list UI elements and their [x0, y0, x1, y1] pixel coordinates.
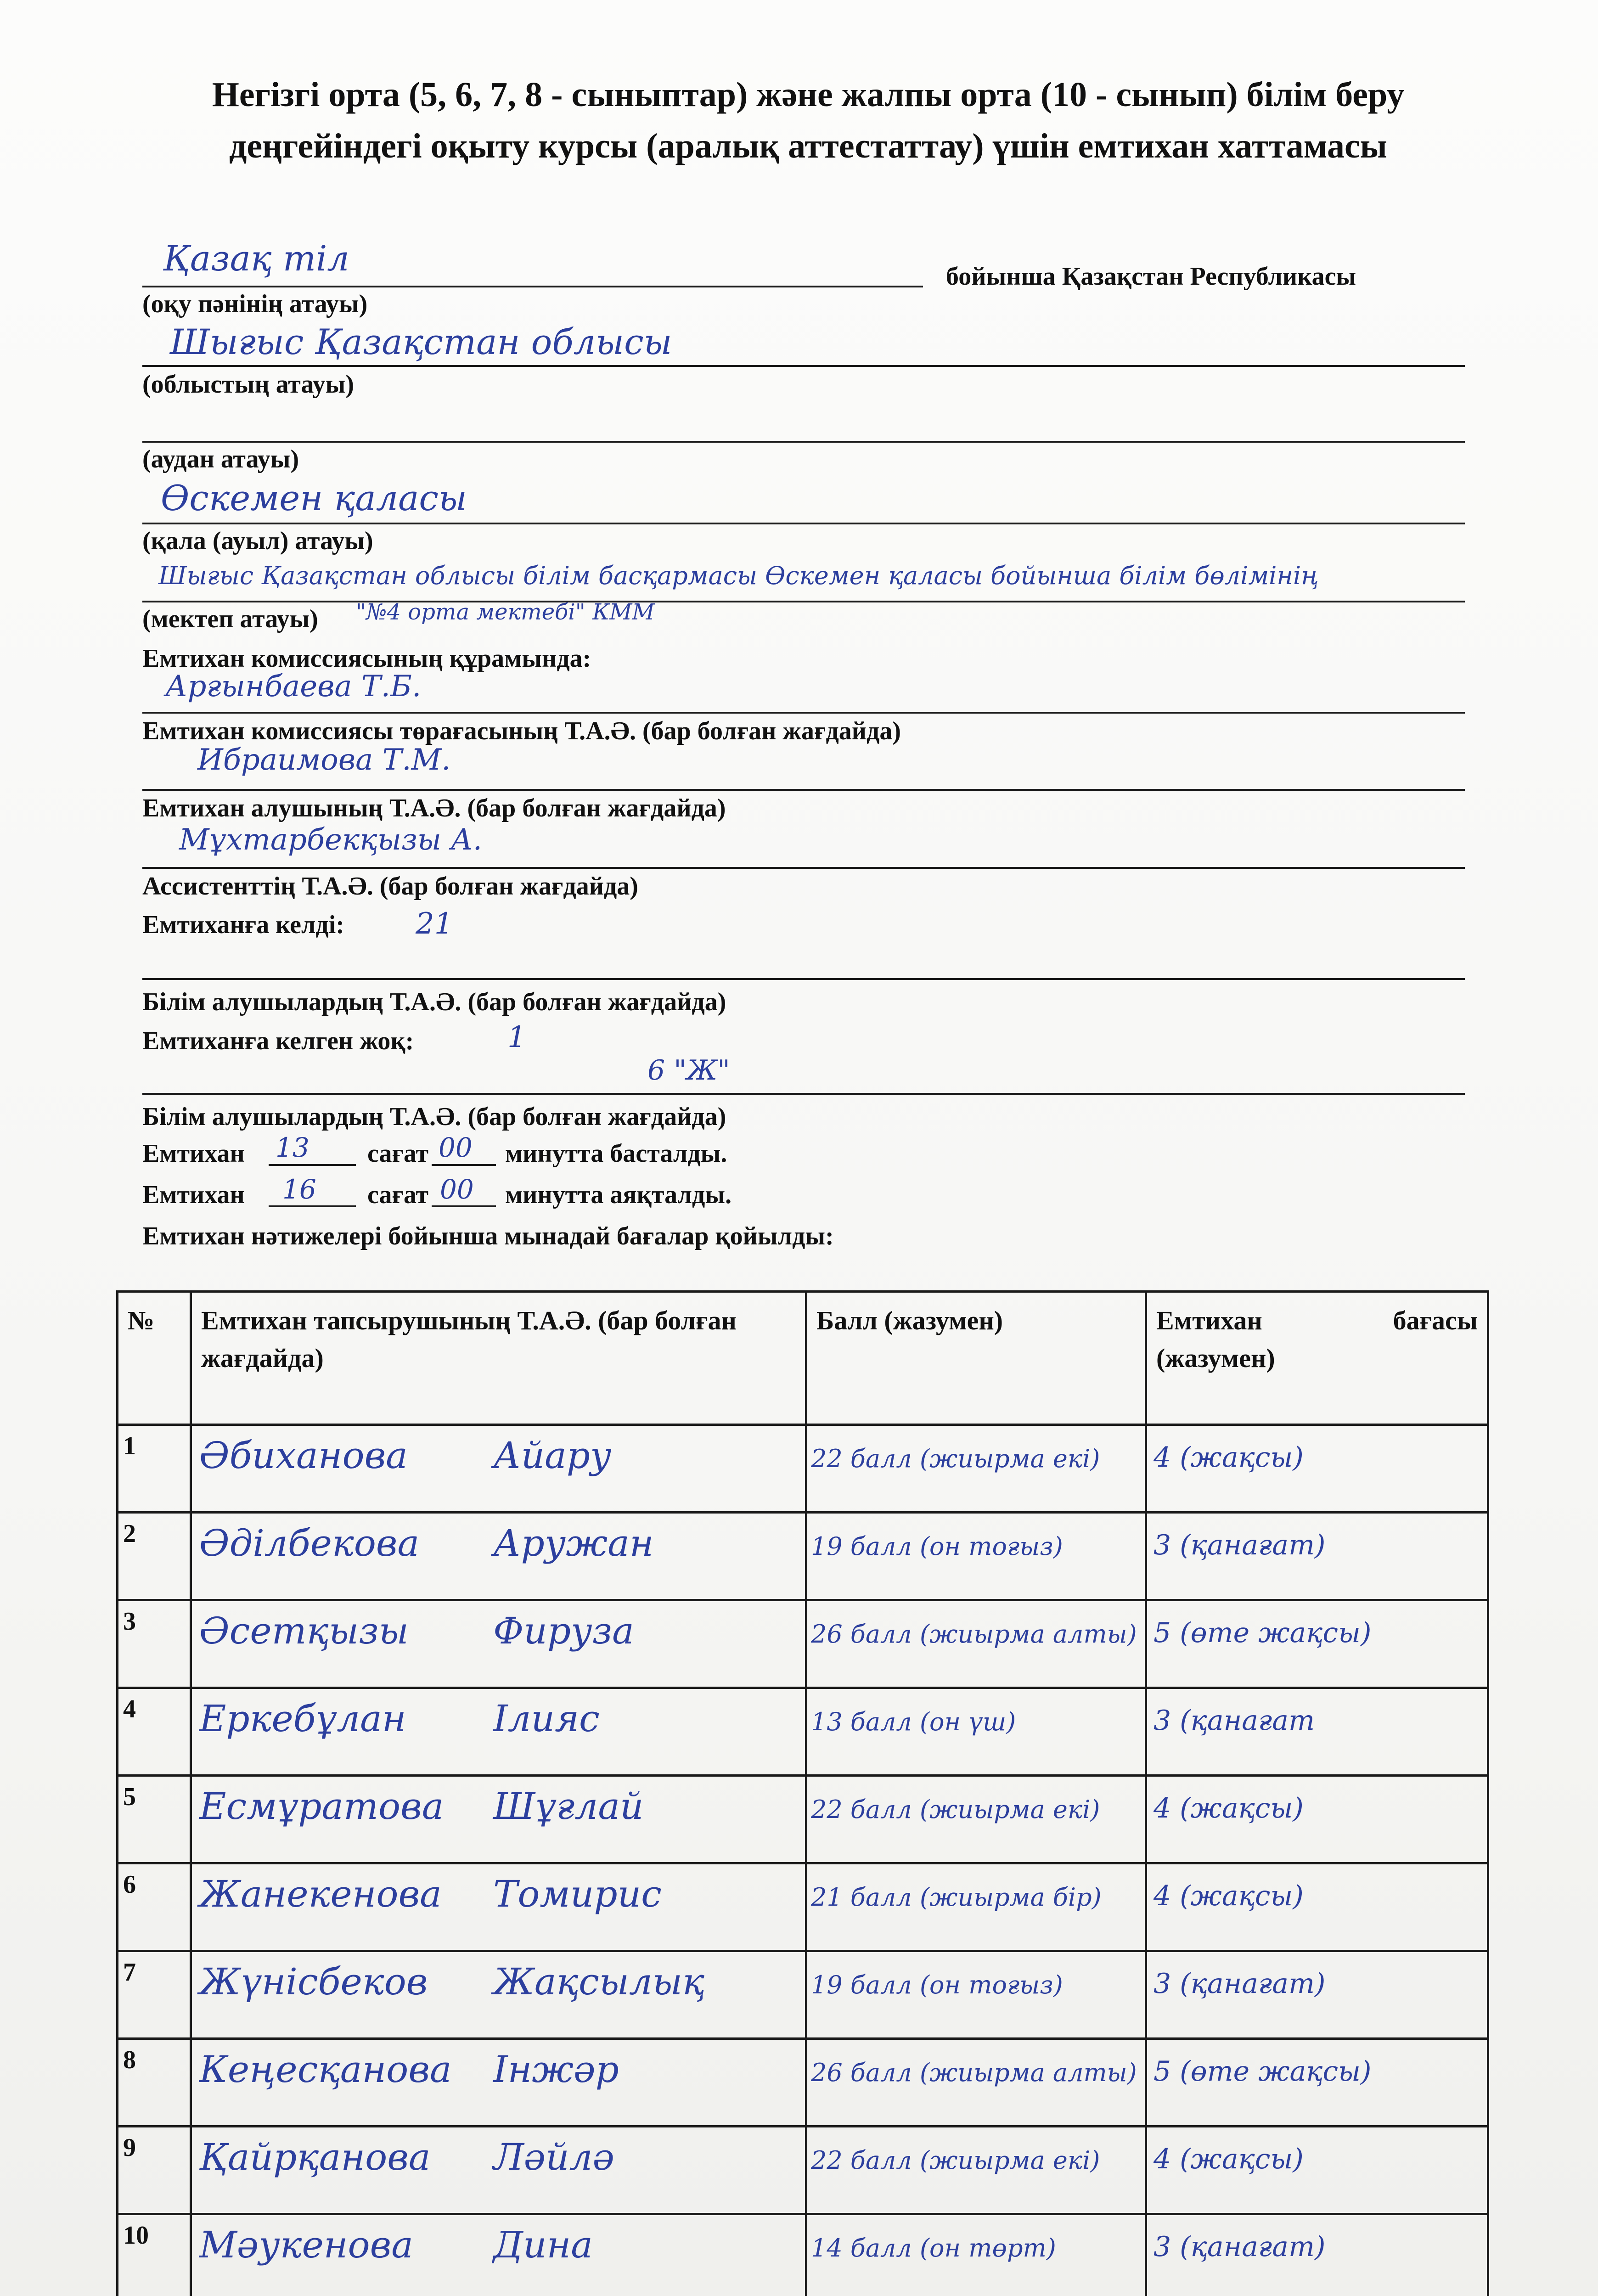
row-firstname: Ілияс [493, 1697, 600, 1740]
header-grade-b: бағасы [1393, 1306, 1478, 1335]
ended-text: минутта аяқталды. [505, 1181, 732, 1209]
row-student-name [191, 2214, 806, 2296]
school-suffix: "№4 орта мектебі" КММ [356, 599, 655, 625]
header-num: № [118, 1292, 191, 1425]
row-num: 2 [118, 1513, 191, 1600]
end-hour-word: сағат [367, 1181, 429, 1209]
chair-line [142, 789, 1465, 791]
row-surname: Әбиханова [199, 1434, 408, 1477]
row-surname: Кеңесқанова [199, 2048, 452, 2091]
not-came-label: Емтиханға келген жоқ: [142, 1027, 414, 1055]
row-surname: Әсетқызы [199, 1609, 409, 1652]
chair-label: Емтихан комиссиясы төрағасының Т.А.Ә. (бар болған жағдайда) [142, 717, 901, 745]
city-line [142, 523, 1465, 524]
table-row [118, 1600, 1488, 1688]
subject-line [142, 286, 923, 287]
examiner-label: Емтихан алушының Т.А.Ә. (бар болған жағдайда) [142, 794, 726, 822]
table-row [118, 2039, 1488, 2127]
row-grade: 4 (жақсы) [1146, 1425, 1488, 1513]
table-row [118, 1425, 1488, 1513]
row-num: 3 [118, 1600, 191, 1688]
end-min-line [432, 1205, 496, 1207]
region-value: Шығыс Қазақстан облысы [170, 321, 672, 362]
city-caption: (қала (ауыл) атауы) [142, 527, 373, 555]
row-firstname: Аружан [493, 1522, 654, 1564]
row-num: 4 [118, 1688, 191, 1776]
row-student-name [191, 1951, 806, 2039]
row-num: 7 [118, 1951, 191, 2039]
row-num: 5 [118, 1776, 191, 1863]
commission-label: Емтихан комиссиясының құрамында: [142, 644, 591, 673]
row-grade: 3 (қанағат) [1146, 1951, 1488, 2039]
students-label-1: Білім алушылардың Т.А.Ә. (бар болған жағдайда) [142, 988, 726, 1016]
district-line [142, 441, 1465, 443]
row-student-name [191, 2039, 806, 2127]
header-score: Балл (жазумен) [806, 1292, 1146, 1425]
region-line [142, 365, 1465, 367]
started-text: минутта басталды. [505, 1139, 727, 1168]
row-firstname: Інжәр [493, 2048, 619, 2091]
end-hour: 16 [282, 1174, 316, 1205]
came-line [142, 978, 1465, 980]
row-surname: Мәукенова [199, 2223, 413, 2266]
row-student-name [191, 1863, 806, 1951]
row-student-name [191, 1425, 806, 1513]
results-label: Емтихан нәтижелері бойынша мынадай бағалар қойылды: [142, 1222, 834, 1250]
start-min-line [432, 1164, 496, 1166]
row-surname: Есмұратова [199, 1785, 444, 1828]
region-caption: (облыстың атауы) [142, 370, 354, 399]
not-came-value: 1 [507, 1020, 526, 1054]
subject-caption: (оқу пәнінің атауы) [142, 290, 368, 318]
row-num: 10 [118, 2214, 191, 2296]
table-row [118, 1863, 1488, 1951]
school-caption: (мектеп атауы) [142, 605, 318, 633]
row-grade: 3 (қанағат) [1146, 1513, 1488, 1600]
row-student-name [191, 1600, 806, 1688]
row-num: 6 [118, 1863, 191, 1951]
start-hour-line [269, 1164, 356, 1166]
header-grade [1146, 1292, 1488, 1425]
table-row [118, 1513, 1488, 1600]
end-hour-line [269, 1205, 356, 1207]
came-value: 21 [416, 907, 453, 941]
class-value: 6 "Ж" [647, 1054, 730, 1086]
row-num: 1 [118, 1425, 191, 1513]
commission-line [142, 712, 1465, 714]
end-min: 00 [440, 1174, 474, 1205]
subject-suffix: бойынша Қазақстан Республикасы [946, 262, 1356, 291]
students-label-2: Білім алушылардың Т.А.Ә. (бар болған жағдайда) [142, 1103, 726, 1131]
row-num: 8 [118, 2039, 191, 2127]
row-firstname: Дина [493, 2223, 593, 2266]
row-grade: 5 (өте жақсы) [1146, 2039, 1488, 2127]
examiner-value: Мұхтарбекқызы А. [179, 823, 483, 857]
row-firstname: Шұғлай [493, 1785, 644, 1828]
header-name: Емтихан тапсырушының Т.А.Ә. (бар болған жағдайда) [191, 1292, 806, 1425]
row-student-name [191, 1688, 806, 1776]
row-score: 26 балл (жиырма алты) [806, 2039, 1146, 2127]
row-surname: Әділбекова [199, 1522, 420, 1564]
row-grade: 3 (қанағат) [1146, 2214, 1488, 2296]
end-exam-word: Емтихан [142, 1181, 245, 1209]
row-score: 19 балл (он тоғыз) [806, 1513, 1146, 1600]
came-label: Емтиханға келді: [142, 911, 344, 939]
table-header-row [118, 1292, 1488, 1425]
row-score: 19 балл (он тоғыз) [806, 1951, 1146, 2039]
start-exam-word: Емтихан [142, 1139, 245, 1168]
start-min: 00 [439, 1132, 473, 1163]
row-grade: 4 (жақсы) [1146, 1863, 1488, 1951]
table-row [118, 2127, 1488, 2214]
row-firstname: Томирис [493, 1873, 662, 1915]
row-score: 22 балл (жиырма екі) [806, 1425, 1146, 1513]
row-surname: Жүнісбеков [199, 1960, 428, 2003]
chair-value: Ибраимова Т.М. [197, 743, 451, 777]
row-grade: 4 (жақсы) [1146, 1776, 1488, 1863]
document-title: Негізгі орта (5, 6, 7, 8 - сыныптар) және жалпы орта (10 - сынып) білім беру деңгейіндегі оқыту курсы (аралық аттестаттау) үшін емтихан хаттамасы [212, 75, 1405, 165]
start-hour: 13 [276, 1132, 309, 1163]
row-grade: 3 (қанағат [1146, 1688, 1488, 1776]
city-value: Өскемен қаласы [161, 478, 467, 518]
row-score: 13 балл (он үш) [806, 1688, 1146, 1776]
row-score: 22 балл (жиырма екі) [806, 2127, 1146, 2214]
school-value: Шығыс Қазақстан облысы білім басқармасы Өскемен қаласы бойынша білім бөлімінің [158, 561, 1319, 590]
district-caption: (аудан атауы) [142, 445, 299, 473]
school-line [142, 601, 1465, 602]
row-firstname: Фируза [493, 1609, 634, 1652]
table-row [118, 1688, 1488, 1776]
row-student-name [191, 2127, 806, 2214]
results-table [116, 1290, 1489, 2296]
not-came-line [142, 1093, 1465, 1095]
header-grade-a: Емтихан [1156, 1306, 1262, 1335]
assistant-label: Ассистенттің Т.А.Ә. (бар болған жағдайда) [142, 872, 638, 900]
row-surname: Жанекенова [199, 1873, 442, 1915]
row-score: 14 балл (он төрт) [806, 2214, 1146, 2296]
start-hour-word: сағат [367, 1139, 429, 1168]
row-surname: Еркебұлан [199, 1697, 406, 1740]
row-num: 9 [118, 2127, 191, 2214]
row-student-name [191, 1776, 806, 1863]
row-firstname: Ләйлә [493, 2136, 614, 2178]
row-score: 21 балл (жиырма бір) [806, 1863, 1146, 1951]
row-firstname: Жақсылық [493, 1960, 705, 2003]
row-grade: 5 (өте жақсы) [1146, 1600, 1488, 1688]
row-student-name [191, 1513, 806, 1600]
commission-value: Арғынбаева Т.Б. [165, 670, 422, 703]
row-score: 26 балл (жиырма алты) [806, 1600, 1146, 1688]
row-score: 22 балл (жиырма екі) [806, 1776, 1146, 1863]
row-grade: 4 (жақсы) [1146, 2127, 1488, 2214]
table-row [118, 1951, 1488, 2039]
subject-value: Қазақ тіл [163, 238, 349, 279]
table-row [118, 1776, 1488, 1863]
table-row [118, 2214, 1488, 2296]
row-firstname: Айару [493, 1434, 612, 1477]
examiner-line [142, 867, 1465, 869]
row-surname: Қайрқанова [199, 2136, 431, 2178]
header-grade-c: (жазумен) [1156, 1343, 1275, 1373]
